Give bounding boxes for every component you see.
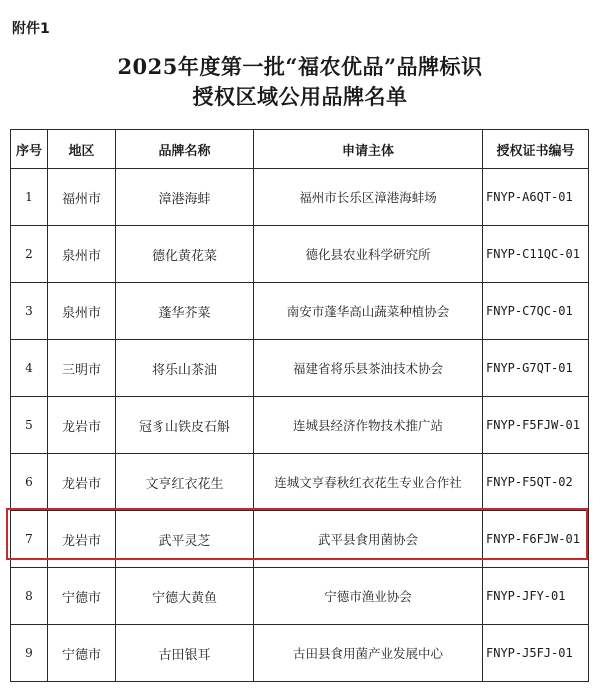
- cell-brand: 漳港海蚌: [116, 169, 254, 226]
- cell-brand: 冠豸山铁皮石斛: [116, 397, 254, 454]
- table-row: [11, 340, 589, 397]
- cell-cert: FNYP-JFY-01: [483, 568, 589, 625]
- header-cert-number: 授权证书编号: [483, 130, 589, 169]
- cell-seq: 6: [11, 454, 48, 511]
- cell-applicant: 南安市蓬华高山蔬菜种植协会: [254, 283, 483, 340]
- cell-applicant: 福州市长乐区漳港海蚌场: [254, 169, 483, 226]
- cell-region: 三明市: [48, 340, 116, 397]
- attachment-label: 附件1: [12, 21, 50, 37]
- cell-cert: FNYP-C7QC-01: [483, 283, 589, 340]
- cell-seq: 4: [11, 340, 48, 397]
- cell-cert: FNYP-F5FJW-01: [483, 397, 589, 454]
- table-row-highlighted: [11, 511, 589, 568]
- document-title-line-1: 2025年度第一批“福农优品”品牌标识: [117, 54, 483, 79]
- header-brand-name: 品牌名称: [116, 130, 254, 169]
- cell-region: 福州市: [48, 169, 116, 226]
- cell-region: 龙岩市: [48, 511, 116, 568]
- cell-region: 龙岩市: [48, 397, 116, 454]
- header-seq: 序号: [11, 130, 48, 169]
- cell-brand: 德化黄花菜: [116, 226, 254, 283]
- cell-brand: 武平灵芝: [116, 511, 254, 568]
- cell-brand: 古田银耳: [116, 625, 254, 682]
- table-row: [11, 283, 589, 340]
- cell-region: 宁德市: [48, 568, 116, 625]
- cell-seq: 9: [11, 625, 48, 682]
- cell-cert: FNYP-C11QC-01: [483, 226, 589, 283]
- cell-applicant: 宁德市渔业协会: [254, 568, 483, 625]
- cell-brand: 文亨红衣花生: [116, 454, 254, 511]
- cell-region: 泉州市: [48, 283, 116, 340]
- document-title-line-2: 授权区域公用品牌名单: [192, 84, 408, 109]
- cell-applicant: 武平县食用菌协会: [254, 511, 483, 568]
- table-row: [11, 454, 589, 511]
- cell-seq: 7: [11, 511, 48, 568]
- header-region: 地区: [48, 130, 116, 169]
- cell-region: 宁德市: [48, 625, 116, 682]
- table-row: [11, 568, 589, 625]
- table-row: [11, 625, 589, 682]
- cell-applicant: 福建省将乐县茶油技术协会: [254, 340, 483, 397]
- cell-region: 泉州市: [48, 226, 116, 283]
- cell-region: 龙岩市: [48, 454, 116, 511]
- cell-cert: FNYP-G7QT-01: [483, 340, 589, 397]
- table-row: [11, 397, 589, 454]
- cell-cert: FNYP-F5QT-02: [483, 454, 589, 511]
- cell-applicant: 古田县食用菌产业发展中心: [254, 625, 483, 682]
- cell-brand: 宁德大黄鱼: [116, 568, 254, 625]
- cell-applicant: 连城文亨春秋红衣花生专业合作社: [254, 454, 483, 511]
- brand-authorization-table: [10, 129, 589, 682]
- cell-applicant: 德化县农业科学研究所: [254, 226, 483, 283]
- cell-seq: 2: [11, 226, 48, 283]
- cell-brand: 将乐山茶油: [116, 340, 254, 397]
- cell-brand: 蓬华芥菜: [116, 283, 254, 340]
- cell-seq: 8: [11, 568, 48, 625]
- cell-applicant: 连城县经济作物技术推广站: [254, 397, 483, 454]
- cell-cert: FNYP-J5FJ-01: [483, 625, 589, 682]
- table-header-row: [11, 130, 589, 169]
- cell-seq: 1: [11, 169, 48, 226]
- cell-seq: 3: [11, 283, 48, 340]
- cell-seq: 5: [11, 397, 48, 454]
- table-row: [11, 169, 589, 226]
- cell-cert: FNYP-F6FJW-01: [483, 511, 589, 568]
- table-row: [11, 226, 589, 283]
- header-applicant: 申请主体: [254, 130, 483, 169]
- cell-cert: FNYP-A6QT-01: [483, 169, 589, 226]
